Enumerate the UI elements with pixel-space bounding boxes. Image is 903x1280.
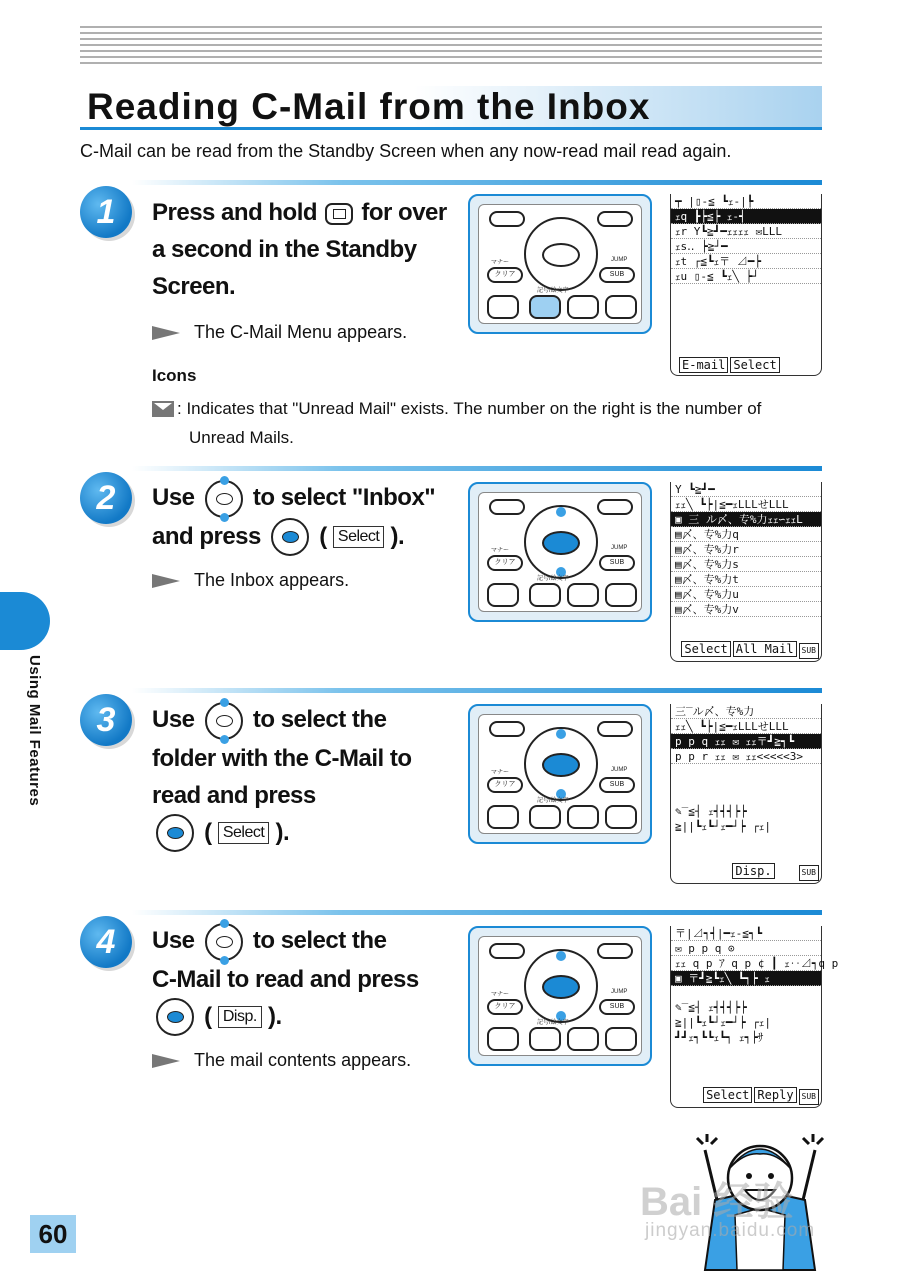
disp-softkey-label: Disp. — [218, 1006, 262, 1028]
nav-center-icon — [156, 998, 194, 1036]
screen-row: ▤〆、专%力t — [671, 572, 821, 587]
step-3-text-b: to select the — [252, 706, 387, 733]
nav-center-icon — [156, 814, 194, 852]
side-tab — [0, 592, 50, 650]
result-arrow-icon — [152, 574, 180, 588]
icons-desc-b: Unread Mails. — [189, 428, 294, 447]
screen-body-line: ✎‾≦┤ ｪ┥┥┥┝┝ — [675, 805, 747, 818]
screen-row-selected: ｪq ┣┝≦┝ ｪ-┥ — [671, 209, 821, 224]
sub-button: SUB — [599, 999, 635, 1015]
softkey-select: Select — [703, 1087, 752, 1103]
icons-desc-a: : Indicates that "Unread Mail" exists. The number on the right is the number of — [177, 399, 762, 418]
screen-row: ┯ |▯-≦ ┗ｪ-|┡ — [671, 194, 821, 209]
step-1-result-text: The C-Mail Menu appears. — [194, 322, 408, 342]
manner-label: マナー — [491, 260, 510, 266]
screen-row: p p r ｪｪ ✉ ｪｪ<<<<<3> — [671, 749, 821, 764]
screen-row: ▤〆、专%力r — [671, 542, 821, 557]
screen-2 — [670, 482, 822, 662]
step-2-result — [152, 570, 349, 591]
manner-label: マナー — [491, 548, 510, 554]
nav-updown-icon — [205, 923, 243, 961]
step-4-text-b: to select the — [252, 927, 387, 954]
screen-spacer — [671, 986, 821, 1000]
phone-keypad-3 — [468, 704, 652, 844]
screen-3-softkeys — [730, 863, 819, 881]
step-4-text-a: Use — [152, 927, 195, 954]
result-arrow-icon — [152, 326, 180, 340]
step-4-instruction: Use to select the C-Mail to read and press ( Disp. ). — [152, 922, 419, 1036]
left-soft-button — [489, 211, 525, 227]
screen-4-softkeys — [701, 1087, 819, 1105]
screen-row: ✉ p p q ⊙ — [671, 941, 821, 956]
right-soft-button — [597, 943, 633, 959]
screen-body-line: ┛┛ｪ┑┗┗ｪ┗┑ ｪ┑┝ｻ — [675, 1031, 764, 1044]
step-2-line — [132, 466, 822, 471]
softkey-select: Select — [730, 357, 779, 373]
step-2-text-c: and press — [152, 522, 261, 550]
screen-spacer — [671, 764, 821, 804]
nav-center — [542, 243, 580, 267]
keypad — [478, 204, 642, 324]
keypad — [478, 936, 642, 1056]
screen-body-line: ≧||┗ｪ┗┘ｪ━┘┝ ┌ｪ| — [675, 820, 771, 833]
softkey-email: E-mail — [679, 357, 728, 373]
phone-keypad-1 — [468, 194, 652, 334]
call-key — [487, 1027, 519, 1051]
right-soft-button — [597, 499, 633, 515]
softkey-disp: Disp. — [732, 863, 774, 879]
jump-label: JUMP — [611, 545, 628, 551]
nav-center — [542, 975, 580, 999]
step-1-number: 1 — [80, 186, 132, 238]
screen-3 — [670, 704, 822, 884]
step-3-instruction: Use to select the folder with the C-Mail to read and press ( Select ). — [152, 701, 411, 852]
select-softkey-label: Select — [333, 526, 384, 548]
step-1-line — [132, 180, 822, 185]
step-4-line — [132, 910, 822, 915]
screen-row: ▤〆、专%力u — [671, 587, 821, 602]
power-key — [605, 1027, 637, 1051]
mail-key — [529, 805, 561, 829]
watermark-brand: Bai 经验 — [640, 1180, 794, 1224]
step-1-text-d: Screen. — [152, 273, 236, 300]
left-soft-button — [489, 499, 525, 515]
side-section-label: Using Mail Features — [26, 655, 43, 807]
call-key — [487, 295, 519, 319]
web-key — [567, 805, 599, 829]
step-2-instruction: Use to select "Inbox" and press ( Select ). — [152, 479, 435, 556]
step-1-text-c: a second in the Standby — [152, 236, 417, 263]
jump-label: JUMP — [611, 767, 628, 773]
page-subtitle: C-Mail can be read from the Standby Screen when any now-read mail read again. — [80, 141, 732, 161]
step-1-text-a: Press and hold — [152, 199, 318, 226]
clear-button: クリア — [487, 267, 523, 283]
screen-row: ▤〆、专%力s — [671, 557, 821, 572]
mail-key — [529, 295, 561, 319]
screen-row-selected: ▣ 三 ル〆、专%力ｪｪ∽ｪｪL — [671, 512, 821, 527]
step-3-text-d: read and press — [152, 781, 316, 809]
manner-label: マナー — [491, 770, 510, 776]
softkey-all-mail: All Mail — [733, 641, 797, 657]
screen-row-selected: p p q ｪｪ ✉ ｪｪ〒┛≧┑┗ — [671, 734, 821, 749]
keypad — [478, 492, 642, 612]
step-1-text-b: for over — [361, 199, 447, 226]
page-number: 60 — [30, 1215, 76, 1253]
step-2-number: 2 — [80, 472, 132, 524]
step-3-number: 3 — [80, 694, 132, 746]
icons-heading: Icons — [152, 366, 197, 385]
nav-updown-icon — [205, 480, 243, 518]
power-key — [605, 805, 637, 829]
screen-row: ▤〆、专%力v — [671, 602, 821, 617]
clear-button: クリア — [487, 999, 523, 1015]
left-soft-button — [489, 943, 525, 959]
step-4-number: 4 — [80, 916, 132, 968]
phone-keypad-4 — [468, 926, 652, 1066]
sub-button: SUB — [599, 555, 635, 571]
screen-4 — [670, 926, 839, 1108]
left-soft-button — [489, 721, 525, 737]
sub-button: SUB — [599, 267, 635, 283]
screen-row: ｪu ▯-≦ ┗ｪ╲ ┝┘ — [671, 269, 821, 284]
power-key — [605, 295, 637, 319]
jump-label: JUMP — [611, 989, 628, 995]
nav-up-dot — [556, 729, 566, 739]
step-4-result-text: The mail contents appears. — [194, 1050, 412, 1070]
sub-button: SUB — [599, 777, 635, 793]
mail-key-icon — [325, 203, 353, 225]
symbol-label: 記号/絵文字 — [537, 288, 569, 294]
softkey-reply: Reply — [754, 1087, 796, 1103]
step-4-text-c: C-Mail to read and press — [152, 965, 419, 993]
phone-keypad-2 — [468, 482, 652, 622]
screen-2-softkeys — [679, 641, 819, 659]
step-3-line — [132, 688, 822, 693]
screen-row: ｪt ┌≦┗ｪ〒 ⊿━┝ — [671, 254, 821, 269]
mail-key — [529, 1027, 561, 1051]
nav-updown-icon — [205, 702, 243, 740]
step-3-text-a: Use — [152, 706, 195, 733]
screen-row: ｪｪ╲ ┗┝|≦━ｪLLLせLLL — [671, 497, 821, 512]
mail-key — [529, 583, 561, 607]
call-key — [487, 805, 519, 829]
screen-body-line: ≧||┗ｪ┗┘ｪ━┘┝ ┌ｪ| — [675, 1016, 771, 1029]
call-key — [487, 583, 519, 607]
page-title: Reading C-Mail from the Inbox — [87, 86, 651, 127]
symbol-label: 記号/絵文字 — [537, 1020, 569, 1026]
clear-button: クリア — [487, 777, 523, 793]
softkey-sub: SUB — [799, 643, 819, 659]
header-stripes — [80, 26, 822, 64]
power-key — [605, 583, 637, 607]
symbol-label: 記号/絵文字 — [537, 798, 569, 804]
step-2-text-a: Use — [152, 484, 195, 511]
screen-row: 〒|⊿┑┥|━ｪ-≦┑┗ — [671, 926, 821, 941]
right-soft-button — [597, 721, 633, 737]
step-1-instruction — [152, 194, 447, 305]
step-1-result — [152, 322, 407, 343]
screen-1-softkeys — [677, 357, 780, 373]
screen-body-line: ✎‾≦┤ ｪ┥┥┥┝┝ — [675, 1001, 747, 1014]
web-key — [567, 583, 599, 607]
screen-row: ｪｪ╲ ┗┝|≦━ｪLLLせLLL — [671, 719, 821, 734]
step-4-result — [152, 1050, 411, 1071]
nav-center — [542, 753, 580, 777]
screen-row: 三‾ル〆、专%力 — [671, 704, 821, 719]
screen-row-selected: ▣ 〒┛≧┗ｪ╲ ┗┑┝ ｪ — [671, 971, 821, 986]
nav-up-dot — [556, 507, 566, 517]
watermark-url: jingyan.baidu.com — [645, 1220, 816, 1241]
screen-row: Y ┗≧┛━ — [671, 482, 821, 497]
icons-description — [152, 394, 824, 452]
keypad — [478, 714, 642, 834]
nav-center — [542, 531, 580, 555]
screen-row: ▤〆、专%力q — [671, 527, 821, 542]
screen-row: ｪｪ q p ｱ q p ¢ ┃ ｪ‥⊿┑q p — [671, 956, 821, 971]
jump-label: JUMP — [611, 257, 628, 263]
screen-row: ｪs‥ ┝≧┘━ — [671, 239, 821, 254]
clear-button: クリア — [487, 555, 523, 571]
nav-center-icon — [271, 518, 309, 556]
web-key — [567, 1027, 599, 1051]
step-2-result-text: The Inbox appears. — [194, 570, 350, 590]
screen-row: ｪr Y┗≧┛━ｪｪｪｪ ✉LLL — [671, 224, 821, 239]
step-3-text-c: folder with the C-Mail to — [152, 744, 412, 772]
nav-up-dot — [556, 951, 566, 961]
unread-mail-icon — [152, 401, 174, 417]
symbol-label: 記号/絵文字 — [537, 576, 569, 582]
softkey-select: Select — [681, 641, 730, 657]
softkey-sub: SUB — [799, 1089, 819, 1105]
right-soft-button — [597, 211, 633, 227]
web-key — [567, 295, 599, 319]
result-arrow-icon — [152, 1054, 180, 1068]
select-softkey-label: Select — [218, 822, 269, 844]
manner-label: マナー — [491, 992, 510, 998]
step-2-text-b: to select "Inbox" — [252, 484, 436, 511]
softkey-sub: SUB — [799, 865, 819, 881]
screen-1 — [670, 194, 822, 376]
